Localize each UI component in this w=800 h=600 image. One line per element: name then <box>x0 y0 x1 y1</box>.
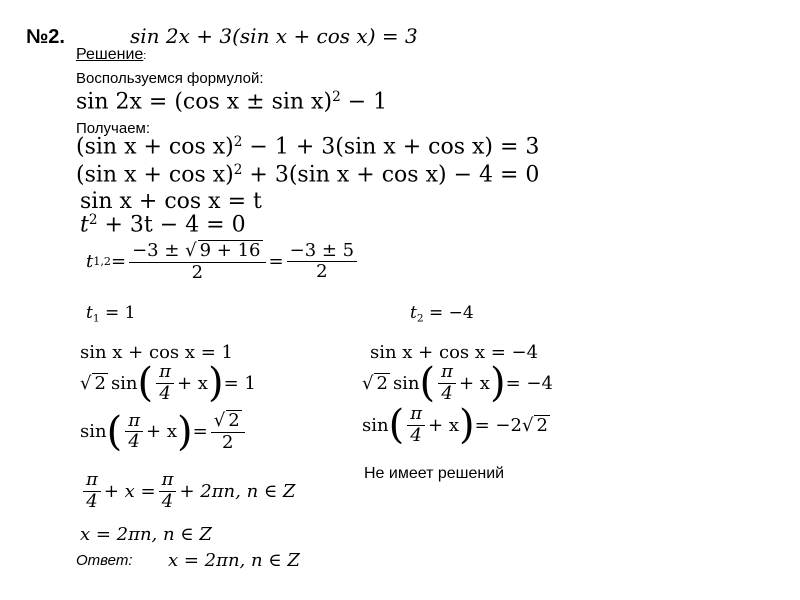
eq1-a: (sin x + cos x) <box>76 134 234 160</box>
t2-t: t <box>410 303 417 323</box>
left-l4-frac1 <box>83 470 101 512</box>
left-l4-rest: + 2πn, n ∈ Z <box>179 480 296 502</box>
right-r3-frac <box>407 404 425 446</box>
left-l4-mid: + x = <box>103 480 156 502</box>
quad-exp: 2 <box>88 212 98 228</box>
roots-eq2: = <box>268 251 284 273</box>
right-r3-root: 2 <box>536 414 548 436</box>
right-r2-frac <box>438 362 456 404</box>
right-r3-sin: sin <box>362 414 389 436</box>
solution-label <box>76 46 146 64</box>
quad-rest: + 3t − 4 = 0 <box>97 212 246 238</box>
left-l4-pi: π <box>83 470 101 492</box>
formula-exp: 2 <box>332 89 341 105</box>
answer-label: Ответ: <box>76 552 133 569</box>
answer-value: x = 2πn, n ∈ Z <box>168 550 300 571</box>
right-r3-plus: + x <box>428 414 460 436</box>
right-r2-pi: π <box>438 362 456 384</box>
t2-line <box>410 303 474 325</box>
roots-num2: −3 ± 5 <box>287 241 358 263</box>
t2-sub: 2 <box>416 312 424 325</box>
right-line-3: sin ( $\frac{\pi}{4}$ + x ) = −2 √ 2 <box>362 402 548 449</box>
roots-line <box>86 240 360 283</box>
equation-line-2 <box>76 162 539 188</box>
left-line-5: x = 2πn, n ∈ Z <box>80 524 212 545</box>
roots-frac-1: $\frac{-3 \pm √ 9 + 16}{2}$ <box>129 240 265 283</box>
left-l2-plus: + x <box>176 372 208 394</box>
roots-frac-2 <box>287 241 358 283</box>
get-label: Получаем: <box>76 120 151 137</box>
eq1-b: − 1 + 3(sin x + cos x) = 3 <box>242 134 540 160</box>
formula-rhs: − 1 <box>340 89 388 115</box>
problem-number: №2. <box>26 26 65 48</box>
left-l3-eq: = <box>192 421 208 443</box>
left-l2-pi: π <box>156 362 174 384</box>
quadratic-line <box>80 212 246 238</box>
eq2-b: + 3(sin x + cos x) − 4 = 0 <box>242 162 540 188</box>
roots-num1-rad: 9 + 16 <box>199 240 261 261</box>
roots-den2: 2 <box>316 261 328 283</box>
left-l3-sin: sin <box>80 421 107 443</box>
left-line-2: √ 2 sin ( $\frac{\pi}{4}$ + x ) = 1 <box>80 360 256 407</box>
left-l2-root: 2 <box>94 372 106 394</box>
formula-lhs: sin 2x = (cos x ± sin x) <box>76 89 333 115</box>
solution-word: Решение <box>76 46 144 63</box>
left-l2-four: 4 <box>159 382 171 404</box>
right-r2-plus: + x <box>458 372 490 394</box>
left-l3-rhs-frac: $\frac{√ 2}{2}$ <box>211 410 245 453</box>
roots-den1: 2 <box>191 261 204 283</box>
left-l4-four: 4 <box>86 490 98 512</box>
eq1-exp: 2 <box>233 134 243 150</box>
eq2-exp: 2 <box>233 162 243 178</box>
right-r2-four: 4 <box>441 382 453 404</box>
right-r3-four: 4 <box>410 424 422 446</box>
t1-line <box>86 303 135 325</box>
t1-val: = 1 <box>99 303 136 323</box>
left-line-4 <box>80 470 295 512</box>
use-formula-label: Воспользуемся формулой: <box>76 70 264 87</box>
roots-eq1: = <box>110 251 127 273</box>
right-line-1: sin x + cos x = −4 <box>370 342 539 363</box>
quad-t: t <box>80 212 89 238</box>
left-l2-rhs: = 1 <box>223 372 256 394</box>
no-solution-label: Не имеет решений <box>364 465 505 482</box>
left-line-1: sin x + cos x = 1 <box>80 342 233 363</box>
problem-equation: sin 2x + 3(sin x + cos x) = 3 <box>130 24 418 48</box>
left-l3-root: 2 <box>228 410 240 431</box>
left-l3-pi: π <box>125 411 143 433</box>
roots-sub: 1,2 <box>93 255 111 269</box>
right-line-2: √ 2 sin ( $\frac{\pi}{4}$ + x ) = −4 <box>362 360 553 407</box>
formula-line <box>76 89 387 115</box>
equation-line-1 <box>76 134 539 160</box>
right-r2-sin: sin <box>392 372 420 394</box>
left-l3-plus: + x <box>146 421 178 443</box>
left-l2-frac <box>156 362 174 404</box>
left-l4-pi2: π <box>159 470 177 492</box>
left-l3-four: 4 <box>128 431 140 453</box>
right-r3-rhs: = −2 <box>474 414 522 436</box>
roots-num1-pre: −3 ± <box>132 240 186 261</box>
eq2-a: (sin x + cos x) <box>76 162 234 188</box>
t2-val: = −4 <box>423 303 474 323</box>
left-l4-frac2 <box>159 470 177 512</box>
right-r3-pi: π <box>407 404 425 426</box>
roots-t: t <box>86 251 94 273</box>
t1-sub: 1 <box>92 312 100 325</box>
substitution-line: sin x + cos x = t <box>80 189 262 214</box>
left-l3-frac <box>125 411 143 453</box>
left-line-3: sin ( $\frac{\pi}{4}$ + x ) = $\frac{√ 2}{2}$ <box>80 410 248 453</box>
right-r2-rhs: = −4 <box>505 372 553 394</box>
t1-t: t <box>86 303 93 323</box>
right-r2-root: 2 <box>376 372 388 394</box>
solution-colon: : <box>143 50 147 62</box>
left-l2-sin: sin <box>110 372 138 394</box>
left-l4-four2: 4 <box>161 490 174 512</box>
left-l3-den: 2 <box>221 431 234 453</box>
